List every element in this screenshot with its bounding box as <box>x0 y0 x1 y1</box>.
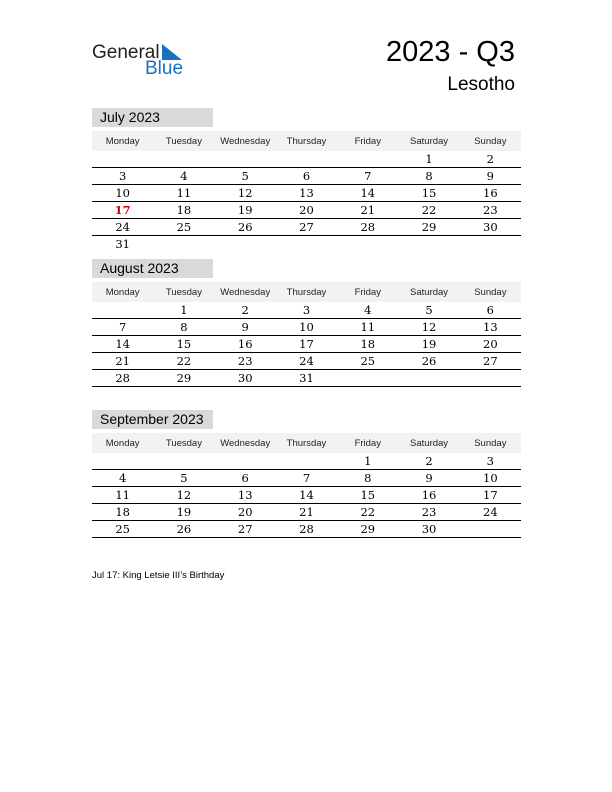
day-cell <box>92 302 153 319</box>
month-label: September 2023 <box>92 410 213 429</box>
day-cell: 2 <box>398 453 459 470</box>
day-cell: 26 <box>153 521 214 538</box>
day-cell: 18 <box>153 202 214 219</box>
day-cell: 26 <box>215 219 276 236</box>
weekday-header: Sunday <box>460 282 521 302</box>
day-cell: 20 <box>276 202 337 219</box>
weekday-header: Monday <box>92 433 153 453</box>
day-cell <box>92 151 153 168</box>
day-cell: 25 <box>153 219 214 236</box>
weekday-header: Wednesday <box>215 282 276 302</box>
logo-text-blue: Blue <box>145 58 184 79</box>
day-cell: 8 <box>153 319 214 336</box>
day-cell: 20 <box>215 504 276 521</box>
day-cell: 10 <box>92 185 153 202</box>
weekday-header: Sunday <box>460 433 521 453</box>
day-cell <box>460 236 521 253</box>
week-row <box>92 202 521 219</box>
day-cell <box>153 151 214 168</box>
weekday-header: Tuesday <box>153 282 214 302</box>
day-cell <box>215 236 276 253</box>
day-cell: 5 <box>215 168 276 185</box>
day-cell: 24 <box>276 353 337 370</box>
week-row <box>92 453 521 470</box>
day-cell: 19 <box>398 336 459 353</box>
day-cell: 4 <box>92 470 153 487</box>
day-cell: 8 <box>398 168 459 185</box>
week-row <box>92 151 521 168</box>
week-row <box>92 302 521 319</box>
day-cell: 21 <box>337 202 398 219</box>
weekday-header: Saturday <box>398 433 459 453</box>
weekday-header: Friday <box>337 282 398 302</box>
weekday-header: Thursday <box>276 433 337 453</box>
day-cell: 22 <box>398 202 459 219</box>
day-cell: 6 <box>460 302 521 319</box>
day-cell: 8 <box>337 470 398 487</box>
day-cell: 10 <box>460 470 521 487</box>
weekday-header: Sunday <box>460 131 521 151</box>
day-cell <box>398 236 459 253</box>
day-cell: 23 <box>460 202 521 219</box>
day-cell: 11 <box>92 487 153 504</box>
weekday-header: Wednesday <box>215 433 276 453</box>
day-cell: 15 <box>153 336 214 353</box>
day-cell: 9 <box>460 168 521 185</box>
day-cell: 21 <box>92 353 153 370</box>
day-cell: 24 <box>92 219 153 236</box>
day-cell: 5 <box>153 470 214 487</box>
holiday-note: Jul 17: King Letsie III’s Birthday <box>92 570 225 581</box>
weekday-header: Saturday <box>398 131 459 151</box>
month-label: August 2023 <box>92 259 213 278</box>
weekday-header: Saturday <box>398 282 459 302</box>
week-row <box>92 336 521 353</box>
weekday-header: Tuesday <box>153 433 214 453</box>
weekday-header: Friday <box>337 131 398 151</box>
day-cell: 16 <box>215 336 276 353</box>
day-cell: 10 <box>276 319 337 336</box>
day-cell: 6 <box>276 168 337 185</box>
week-row <box>92 353 521 370</box>
day-cell: 29 <box>398 219 459 236</box>
day-cell <box>337 151 398 168</box>
day-cell: 27 <box>460 353 521 370</box>
weekday-header: Tuesday <box>153 131 214 151</box>
day-cell: 1 <box>398 151 459 168</box>
week-row <box>92 521 521 538</box>
day-cell: 17 <box>276 336 337 353</box>
day-cell <box>276 453 337 470</box>
day-cell: 23 <box>398 504 459 521</box>
day-cell: 7 <box>337 168 398 185</box>
day-cell: 16 <box>460 185 521 202</box>
day-cell: 25 <box>92 521 153 538</box>
day-cell: 28 <box>337 219 398 236</box>
day-cell <box>215 151 276 168</box>
country-name: Lesotho <box>447 74 515 95</box>
day-cell <box>337 370 398 387</box>
day-cell: 27 <box>215 521 276 538</box>
day-cell: 29 <box>153 370 214 387</box>
day-cell <box>398 370 459 387</box>
day-cell: 6 <box>215 470 276 487</box>
day-cell <box>153 236 214 253</box>
day-cell: 1 <box>153 302 214 319</box>
day-cell: 21 <box>276 504 337 521</box>
day-cell: 2 <box>215 302 276 319</box>
day-cell: 9 <box>215 319 276 336</box>
week-row <box>92 470 521 487</box>
day-cell <box>460 521 521 538</box>
day-cell <box>153 453 214 470</box>
week-row <box>92 236 521 253</box>
week-row <box>92 370 521 387</box>
weekday-header: Wednesday <box>215 131 276 151</box>
weekday-header: Monday <box>92 131 153 151</box>
month-august <box>92 259 521 387</box>
day-cell: 18 <box>92 504 153 521</box>
day-cell: 17 <box>460 487 521 504</box>
day-cell: 25 <box>337 353 398 370</box>
day-cell: 2 <box>460 151 521 168</box>
day-cell: 12 <box>153 487 214 504</box>
day-cell <box>276 236 337 253</box>
weekday-header: Friday <box>337 433 398 453</box>
day-cell: 15 <box>398 185 459 202</box>
weekday-header: Monday <box>92 282 153 302</box>
month-grid <box>92 433 521 538</box>
day-cell <box>276 151 337 168</box>
day-cell <box>460 370 521 387</box>
day-cell: 13 <box>460 319 521 336</box>
day-cell: 11 <box>337 319 398 336</box>
day-cell: 4 <box>153 168 214 185</box>
day-cell: 3 <box>460 453 521 470</box>
day-cell: 12 <box>398 319 459 336</box>
month-july <box>92 108 521 252</box>
day-cell: 24 <box>460 504 521 521</box>
logo-text-general: General <box>92 42 160 63</box>
day-cell: 13 <box>215 487 276 504</box>
day-cell: 22 <box>153 353 214 370</box>
day-cell: 20 <box>460 336 521 353</box>
week-row <box>92 504 521 521</box>
month-label: July 2023 <box>92 108 213 127</box>
week-row <box>92 185 521 202</box>
day-cell: 19 <box>215 202 276 219</box>
day-cell: 19 <box>153 504 214 521</box>
day-cell: 14 <box>276 487 337 504</box>
day-cell: 28 <box>276 521 337 538</box>
day-cell: 31 <box>115 237 130 251</box>
month-grid <box>92 282 521 387</box>
day-cell <box>215 453 276 470</box>
day-cell: 16 <box>398 487 459 504</box>
day-cell: 14 <box>92 336 153 353</box>
day-cell: 28 <box>92 370 153 387</box>
day-cell: 15 <box>337 487 398 504</box>
day-cell: 7 <box>92 319 153 336</box>
weekday-header: Thursday <box>276 131 337 151</box>
day-cell <box>337 236 398 253</box>
day-cell: 22 <box>337 504 398 521</box>
day-cell: 12 <box>215 185 276 202</box>
month-grid <box>92 131 521 252</box>
day-cell: 29 <box>337 521 398 538</box>
day-cell: 11 <box>153 185 214 202</box>
day-cell: 4 <box>337 302 398 319</box>
day-cell: 30 <box>215 370 276 387</box>
month-september <box>92 410 521 538</box>
day-cell: 14 <box>337 185 398 202</box>
day-cell: 23 <box>215 353 276 370</box>
week-row <box>92 319 521 336</box>
day-cell: 3 <box>92 168 153 185</box>
day-cell: 30 <box>460 219 521 236</box>
week-row <box>92 219 521 236</box>
day-cell: 5 <box>398 302 459 319</box>
day-cell: 30 <box>398 521 459 538</box>
day-cell: 9 <box>398 470 459 487</box>
week-row <box>92 487 521 504</box>
day-cell: 3 <box>276 302 337 319</box>
day-cell: 26 <box>398 353 459 370</box>
day-cell <box>92 453 153 470</box>
page-title: 2023 - Q3 <box>386 36 515 68</box>
day-cell: 7 <box>276 470 337 487</box>
week-row <box>92 168 521 185</box>
day-cell: 27 <box>276 219 337 236</box>
day-cell: 17 <box>92 202 153 219</box>
weekday-header: Thursday <box>276 282 337 302</box>
day-cell: 18 <box>337 336 398 353</box>
day-cell: 31 <box>276 370 337 387</box>
generalblue-logo <box>92 40 192 80</box>
day-cell: 1 <box>337 453 398 470</box>
day-cell: 13 <box>276 185 337 202</box>
